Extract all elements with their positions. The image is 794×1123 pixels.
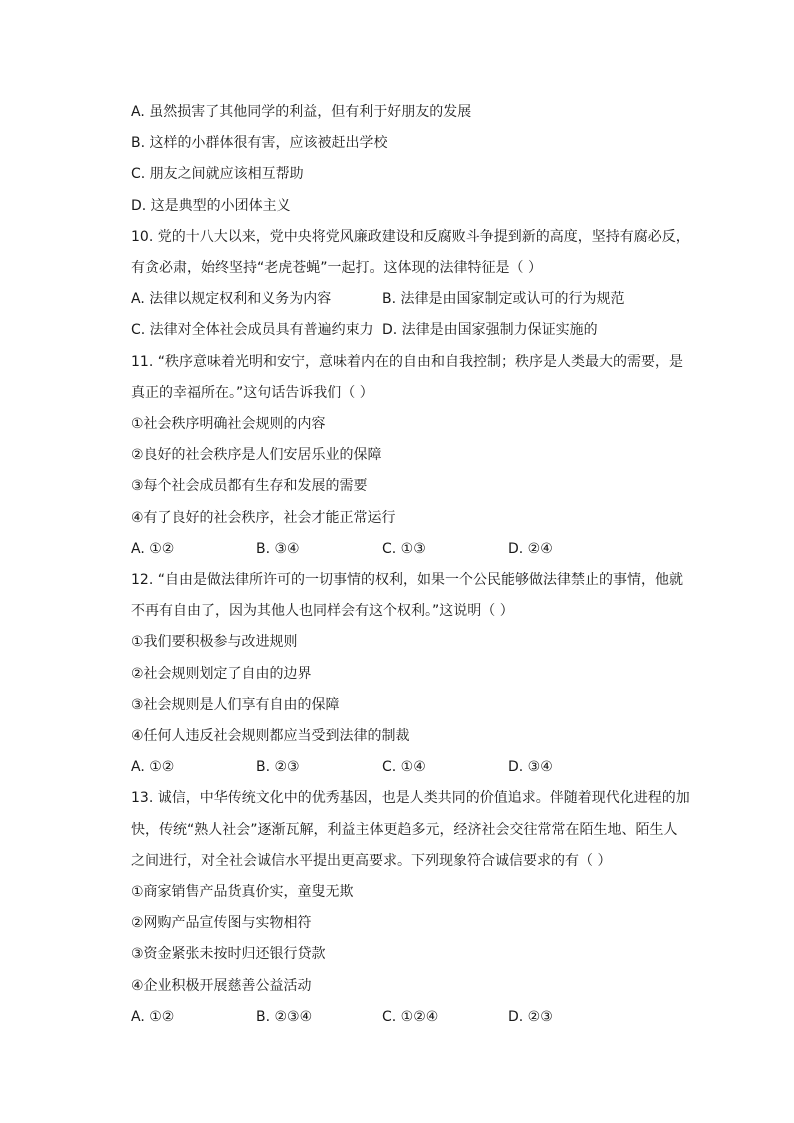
option-c: C. 朋友之间就应该相互帮助 — [131, 166, 304, 182]
question-13-item: ③资金紧张未按时归还银行贷款 — [131, 946, 326, 962]
option-a: A. 法律以规定权利和义务为内容 — [131, 291, 332, 307]
question-10-text: 10. 党的十八大以来，党中央将党风廉政建设和反腐败斗争提到新的高度，坚持有腐必反， — [131, 229, 690, 245]
question-11-item: ②良好的社会秩序是人们安居乐业的保障 — [131, 447, 382, 463]
option-b: B. 法律是由国家制定或认可的行为规范 — [382, 291, 625, 307]
question-11-text: 真正的幸福所在。”这句话告诉我们（ ） — [131, 385, 374, 401]
question-11-item: ④有了良好的社会秩序，社会才能正常运行 — [131, 510, 396, 526]
question-11-text: 11. “秩序意味着光明和安宁，意味着内在的自由和自我控制；秩序是人类最大的需要，是 — [131, 354, 683, 370]
option-d: D. 这是典型的小团体主义 — [131, 198, 291, 214]
option-c: C. ①③ — [382, 541, 426, 557]
option-a: A. ①② — [131, 1009, 175, 1025]
question-12-text: 12. “自由是做法律所许可的一切事情的权利，如果一个公民能够做法律禁止的事情，他就 — [131, 572, 683, 588]
question-12-item: ①我们要积极参与改进规则 — [131, 634, 298, 650]
option-d: D. 法律是由国家强制力保证实施的 — [382, 322, 598, 338]
question-11-item: ③每个社会成员都有生存和发展的需要 — [131, 478, 368, 494]
question-12-item: ②社会规则划定了自由的边界 — [131, 666, 312, 682]
question-13-item: ②网购产品宣传图与实物相符 — [131, 915, 312, 931]
question-12-item: ③社会规则是人们享有自由的保障 — [131, 697, 340, 713]
option-b: B. ②③ — [256, 759, 300, 775]
question-13-item: ①商家销售产品货真价实，童叟无欺 — [131, 884, 354, 900]
option-d: D. ②④ — [508, 541, 553, 557]
option-c: C. ①②④ — [382, 1009, 439, 1025]
option-a: A. ①② — [131, 759, 175, 775]
option-a: A. 虽然损害了其他同学的利益，但有利于好朋友的发展 — [131, 104, 472, 120]
option-c: C. 法律对全体社会成员具有普遍约束力 — [131, 322, 374, 338]
option-a: A. ①② — [131, 541, 175, 557]
question-13-text: 13. 诚信，中华传统文化中的优秀基因，也是人类共同的价值追求。伴随着现代化进程的加 — [131, 790, 690, 806]
question-10-text: 有贪必肃，始终坚持“老虎苍蝇”一起打。这体现的法律特征是（ ） — [131, 260, 542, 276]
option-d: D. ③④ — [508, 759, 553, 775]
question-11-item: ①社会秩序明确社会规则的内容 — [131, 416, 326, 432]
option-b: B. 这样的小群体很有害，应该被赶出学校 — [131, 135, 388, 151]
option-d: D. ②③ — [508, 1009, 553, 1025]
option-b: B. ③④ — [256, 541, 300, 557]
question-13-text: 之间进行，对全社会诚信水平提出更高要求。下列现象符合诚信要求的有（ ） — [131, 853, 612, 869]
question-13-item: ④企业积极开展慈善公益活动 — [131, 978, 312, 994]
question-12-item: ④任何人违反社会规则都应当受到法律的制裁 — [131, 728, 410, 744]
question-12-text: 不再有自由了，因为其他人也同样会有这个权利。”这说明（ ） — [131, 603, 514, 619]
option-b: B. ②③④ — [256, 1009, 313, 1025]
option-c: C. ①④ — [382, 759, 426, 775]
question-13-text: 快，传统“熟人社会”逐渐瓦解，利益主体更趋多元，经济社会交往常常在陌生地、陌生人 — [131, 822, 678, 838]
